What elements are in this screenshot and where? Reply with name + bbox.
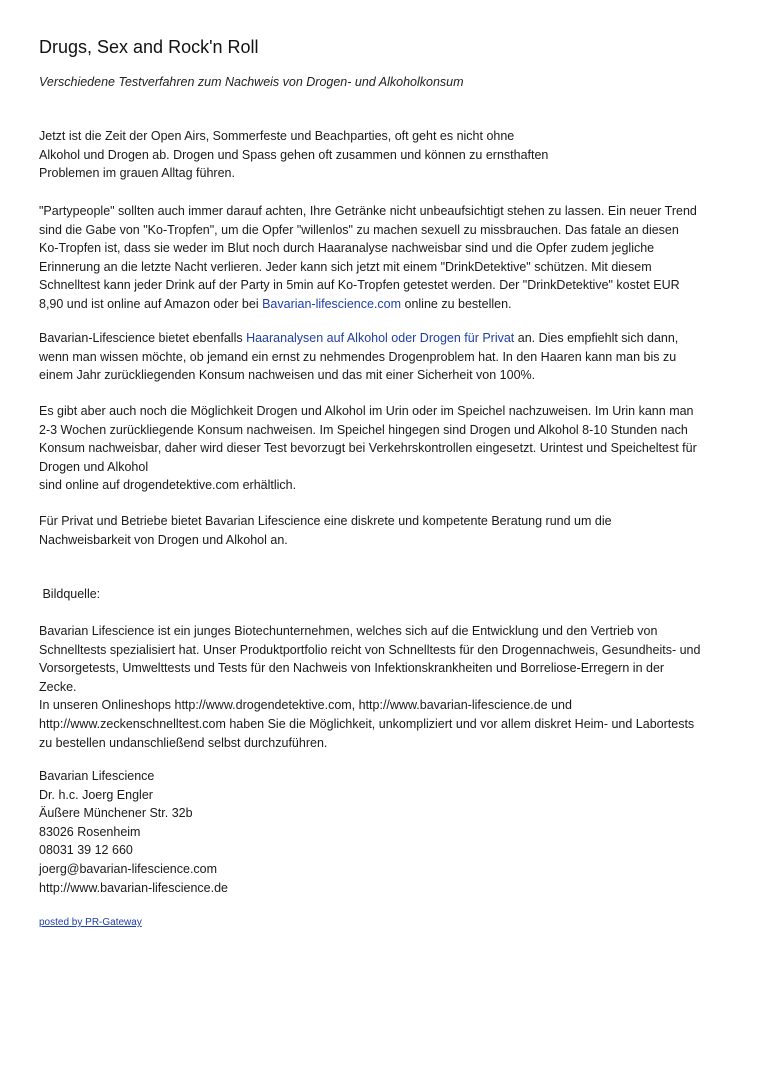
text-fragment: 8,90 und ist online auf Amazon oder bei xyxy=(39,296,263,311)
haaranalysen-link[interactable]: Haaranalysen auf Alkohol oder Drogen für Privat xyxy=(246,331,515,345)
paragraph-intro xyxy=(39,127,739,183)
contact-website: http://www.bavarian-lifescience.de xyxy=(39,880,228,895)
text-line: Zecke. xyxy=(39,679,77,694)
paragraph-beratung xyxy=(39,512,739,549)
text-line: Jetzt ist die Zeit der Open Airs, Sommerfeste und Beachparties, oft geht es nicht ohne xyxy=(39,129,515,143)
text-line: Vorsorgetests, Umwelttests und Tests für den Nachweis von Infektionskrankheiten und Borreliose-Erregern in der xyxy=(39,661,665,676)
text-line: Bildquelle: xyxy=(39,587,101,601)
text-line: Erinnerung an die letzte Nacht verlieren. Jeder kann sich jetzt mit einem "DrinkDetektive" schützen. Mit diesem xyxy=(39,259,652,274)
text-line: einem Jahr zurückliegenden Konsum nachweisen und das mit einer Sicherheit von 100%. xyxy=(39,368,536,383)
paragraph-urin-speichel xyxy=(39,402,739,495)
contact-block xyxy=(39,767,739,897)
text-line xyxy=(39,295,739,314)
contact-email: joerg@bavarian-lifescience.com xyxy=(39,861,218,876)
contact-city: 83026 Rosenheim xyxy=(39,824,141,839)
contact-street: Äußere Münchener Str. 32b xyxy=(39,806,193,821)
text-line: Bavarian Lifescience ist ein junges Biotechunternehmen, welches sich auf die Entwicklung und den Vertrieb von xyxy=(39,624,658,638)
bavarian-lifescience-link[interactable]: Bavarian-lifescience.com xyxy=(262,296,402,311)
page-title: Drugs, Sex and Rock'n Roll xyxy=(39,37,259,57)
text-line: Es gibt aber auch noch die Möglichkeit Drogen und Alkohol im Urin oder im Speichel nachzuweisen. Im Urin kann man xyxy=(39,404,694,418)
text-fragment: Bavarian-Lifescience bietet ebenfalls xyxy=(39,331,247,345)
text-line: sind online auf drogendetektive.com erhältlich. xyxy=(39,478,297,493)
text-line: Konsum nachweisbar, daher wird dieser Test bevorzugt bei Verkehrskontrollen eingesetzt. Urintest und Speicheltest für xyxy=(39,441,697,456)
text-line: Drogen und Alkohol xyxy=(39,459,149,474)
text-line: Schnelltests spezialisiert hat. Unser Produktportfolio reicht von Schnelltests für den Drogennachweis, Gesundheits- und xyxy=(39,642,701,657)
contact-phone: 08031 39 12 660 xyxy=(39,843,133,858)
text-line: Für Privat und Betriebe bietet Bavarian Lifescience eine diskrete und kompetente Beratung rund um die xyxy=(39,514,612,528)
contact-company: Bavarian Lifescience xyxy=(39,769,155,783)
posted-by-link[interactable]: posted by PR-Gateway xyxy=(39,917,142,928)
contact-person: Dr. h.c. Joerg Engler xyxy=(39,787,153,802)
page-subtitle: Verschiedene Testverfahren zum Nachweis von Drogen- und Alkoholkonsum xyxy=(39,75,464,89)
text-line: wenn man wissen möchte, ob jemand ein ernst zu nehmendes Drogenproblem hat. In den Haaren kann man bis zu xyxy=(39,349,677,364)
text-line: sind die Gabe von "Ko-Tropfen", um die Opfer "willenlos" zu machen sexuell zu missbrauchen. Das fatale an diesen xyxy=(39,222,679,237)
paragraph-haaranalyse xyxy=(39,329,739,385)
text-line: zu bestellen undanschließend selbst durchzuführen. xyxy=(39,735,328,750)
image-source-label xyxy=(39,585,739,604)
text-line: In unseren Onlineshops http://www.drogendetektive.com, http://www.bavarian-lifescience.de und xyxy=(39,698,572,713)
text-line: Alkohol und Drogen ab. Drogen und Spass gehen oft zusammen und können zu ernsthaften xyxy=(39,147,549,162)
paragraph-ko-tropfen xyxy=(39,202,739,314)
text-line: http://www.zeckenschnelltest.com haben Sie die Möglichkeit, unkompliziert und vor allem diskret Heim- und Labortests xyxy=(39,716,695,731)
text-line: Schnelltest kann jeder Drink auf der Party in 5min auf Ko-Tropfen getestet werden. Der "DrinkDetektive" kostet EUR xyxy=(39,278,680,293)
text-line: Nachweisbarkeit von Drogen und Alkohol an. xyxy=(39,532,288,547)
text-fragment: an. Dies empfiehlt sich dann, xyxy=(514,331,679,345)
paragraph-company xyxy=(39,622,739,752)
text-fragment: online zu bestellen. xyxy=(401,296,512,311)
text-line: Problemen im grauen Alltag führen. xyxy=(39,166,235,181)
text-line: 2-3 Wochen zurückliegende Konsum nachweisen. Im Speichel hingegen sind Drogen und Alkohol 8-10 Stunden nach xyxy=(39,422,688,437)
text-line: "Partypeople" sollten auch immer darauf achten, Ihre Getränke nicht unbeaufsichtigt stehen zu lassen. Ein neuer Trend xyxy=(39,204,697,218)
text-line: Ko-Tropfen ist, dass sie weder im Blut noch durch Haaranalyse nachweisbar sind und die Opfer zudem jegliche xyxy=(39,241,655,256)
text-line xyxy=(39,329,739,348)
